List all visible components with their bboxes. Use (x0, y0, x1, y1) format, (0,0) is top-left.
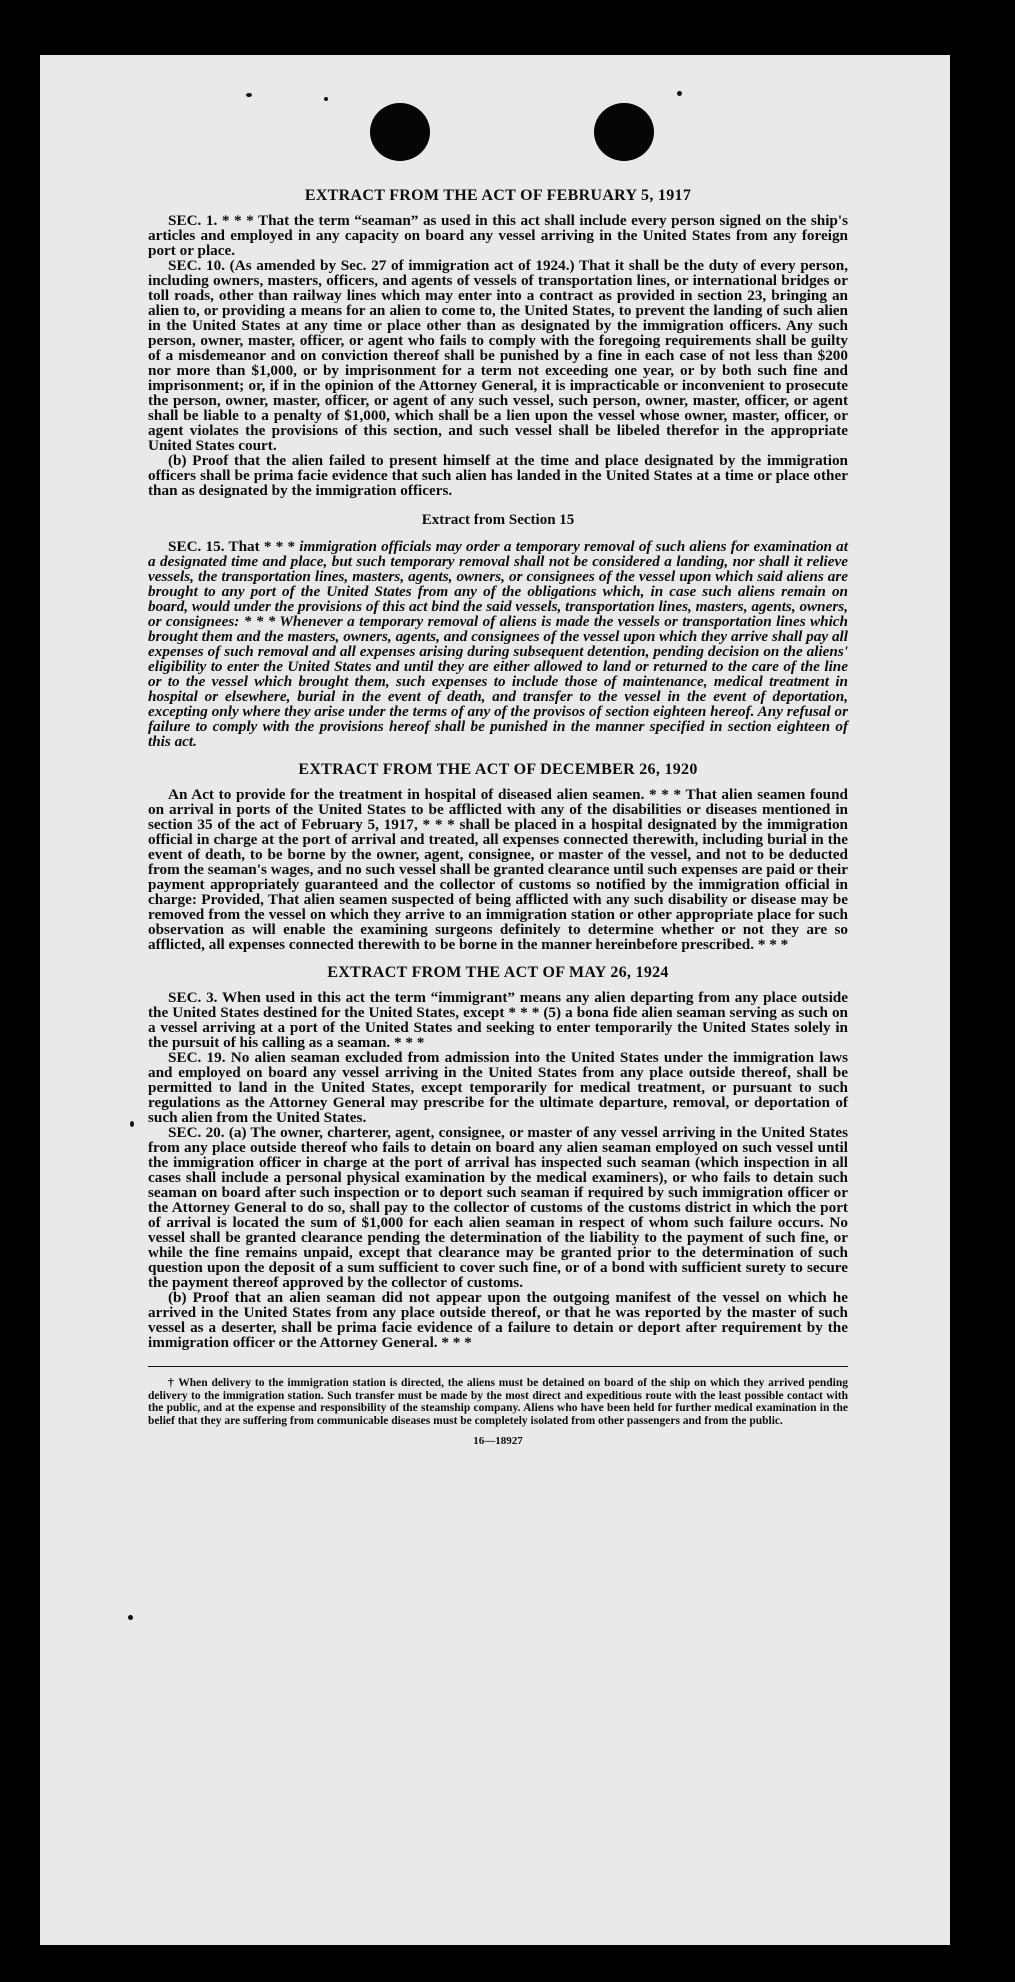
punch-hole-right (594, 103, 654, 161)
section-15-text: immigration officials may order a temporary removal of such aliens for examination at a designated time and place, but such temporary removal shall not be considered a landing, nor shall it relieve vessels, the transportation lines, masters, agents, owners, or consignees of the vessel upon which said aliens are brought to any port of the United States from any of the obligations which, in case such aliens remain on board, would under the provisions of this act bind the said vessels, transportation lines, masters, agents, owners, or consignees: * * * Whenever a temporary removal of aliens is made the vessels or transportation lines which brought them and the masters, owners, agents, and consignees of the vessel upon which they arrive shall pay all expenses of such removal and all expenses arising during subsequent detention, pending decision on the aliens' eligibility to enter the United States and until they are either allowed to land or returned to the care of the line or to the vessel which brought them, such expenses to include those of maintenance, medical treatment in hospital or elsewhere, burial in the event of death, and transfer to the vessel in the event of deportation, excepting only where they arise under the terms of any of the provisos of section eighteen hereof. Any refusal or failure to comply with the provisions hereof shall be punished in the manner specified in section eighteen of this act. (148, 538, 848, 750)
section-15-lead: SEC. 15. That * * * (168, 538, 300, 555)
footnote: † When delivery to the immigration station is directed, the aliens must be detained on board of the ship on which they arrived pending delivery to the immigration station. Such transfer must be made by the most direct and expeditious route with the least possible contact with the public, and at the expense and responsibility of the steamship company. Aliens who have been held for further medical examination in the belief that they are suffering from communicable diseases must be completely isolated from other passengers and from the public. (148, 1377, 848, 1427)
section-10-b: (b) Proof that the alien failed to present himself at the time and place designated by the immigration officers shall be prima facie evidence that such alien has landed in the United States at a time or place other than as designated by the immigration officers. (148, 452, 848, 499)
act-1920-text: An Act to provide for the treatment in hospital of diseased alien seamen. * * * That alien seamen found on arrival in ports of the United States to be afflicted with any of the disabilities or diseases mentioned in section 35 of the act of February 5, 1917, * * * shall be placed in a hospital designated by the immigration official in charge at the port of arrival and treated, all expenses connected therewith, including burial in the event of death, to be borne by the owner, agent, consignee, or master of the vessel, and not to be deducted from the seaman's wages, and no such vessel shall be granted clearance until such expenses are paid or their payment appropriately guaranteed and the collector of customs so notified by the immigration official in charge: Provided, That alien seamen suspected of being afflicted with any such disability or disease may be removed from the vessel on which they arrive to an immigration station or other appropriate place for such observation as will enable the examining surgeons definitely to determine whether or not they are so afflicted, all expenses connected therewith to be borne in the manner hereinbefore prescribed. * * * (148, 786, 848, 953)
speck (324, 97, 328, 101)
section-20-b: (b) Proof that an alien seaman did not appear upon the outgoing manifest of the vessel on which he arrived in the United States from any place outside thereof, or that he was reported by the master of such vessel as a deserter, shall be prima facie evidence of a failure to detain or deport after requirement by the immigration officer or the Attorney General. * * * (148, 1289, 848, 1351)
section-3: SEC. 3. When used in this act the term “immigrant” means any alien departing from any place outside the United States destined for the United States, except * * * (5) a bona fide alien seaman serving as such on a vessel arriving at a port of the United States and seeking to enter temporarily the United States solely in the pursuit of his calling as a seaman. * * * (148, 989, 848, 1051)
document-sheet (40, 55, 950, 1945)
heading-act-1920: EXTRACT FROM THE ACT OF DECEMBER 26, 1920 (298, 761, 698, 778)
section-20-a: SEC. 20. (a) The owner, charterer, agent, consignee, or master of any vessel arriving in the United States from any place outside thereof who fails to detain on board any alien seaman employed on such vessel until the immigration officer in charge at the port of arrival has inspected such seaman (which inspection in all cases shall include a personal physical examination by the medical examiners), or who fails to detain such seaman on board after such inspection or to deport such seaman if required by such immigration officer or the Attorney General to do so, shall pay to the collector of customs of the customs district in which the port of arrival is located the sum of $1,000 for each alien seaman in respect of whom such failure occurs. No vessel shall be granted clearance pending the determination of the liability to the payment of such fine, or while the fine remains unpaid, except that clearance may be granted prior to the determination of such question upon the deposit of a sum sufficient to cover such fine, or of a bond with sufficient surety to secure the payment thereof approved by the collector of customs. (148, 1124, 848, 1291)
speck (677, 91, 682, 96)
section-10: SEC. 10. (As amended by Sec. 27 of immigration act of 1924.) That it shall be the duty of every person, including owners, masters, officers, and agents of vessels of transportation lines, or international bridges or toll roads, other than railway lines which may enter into a contract as provided in section 23, bringing an alien to, or providing a means for an alien to come to, the United States, to prevent the landing of such alien in the United States at any time or place other than as designated by the immigration officers. Any such person, owner, master, officer, or agent who fails to comply with the foregoing requirements shall be guilty of a misdemeanor and on conviction thereof shall be punished by a fine in each case of not less than $200 nor more than $1,000, or by imprisonment for a term not exceeding one year, or by both such fine and imprisonment; or, if in the opinion of the Attorney General, it is impracticable or inconvenient to prosecute the person, owner, master, officer, or agent of any such vessel, such person, owner, master, officer, or agent shall be liable to a penalty of $1,000, which shall be a lien upon the vessel whose owner, master, officer, or agent violates the provisions of this section, and such vessel shall be libeled therefor in the appropriate United States court. (148, 257, 848, 454)
speck (246, 93, 252, 97)
section-15 (148, 539, 848, 749)
section-1: SEC. 1. * * * That the term “seaman” as used in this act shall include every person signed on the ship's articles and employed in any capacity on board any vessel arriving in the United States from any foreign port or place. (148, 212, 848, 259)
speck (130, 1121, 134, 1127)
heading-section-15: Extract from Section 15 (421, 512, 575, 528)
print-code: 16—18927 (473, 1435, 523, 1447)
document-body (148, 187, 848, 1447)
speck (128, 1615, 133, 1620)
heading-act-1917: EXTRACT FROM THE ACT OF FEBRUARY 5, 1917 (304, 187, 692, 204)
heading-act-1924: EXTRACT FROM THE ACT OF MAY 26, 1924 (327, 964, 669, 981)
footnote-divider (148, 1366, 848, 1367)
punch-hole-left (370, 103, 430, 161)
section-19: SEC. 19. No alien seaman excluded from admission into the United States under the immigration laws and employed on board any vessel arriving in the United States from any place outside thereof, shall be permitted to land in the United States, except temporarily for medical treatment, or pursuant to such regulations as the Attorney General may prescribe for the ultimate departure, removal, or deportation of such alien from the United States. (148, 1049, 848, 1126)
